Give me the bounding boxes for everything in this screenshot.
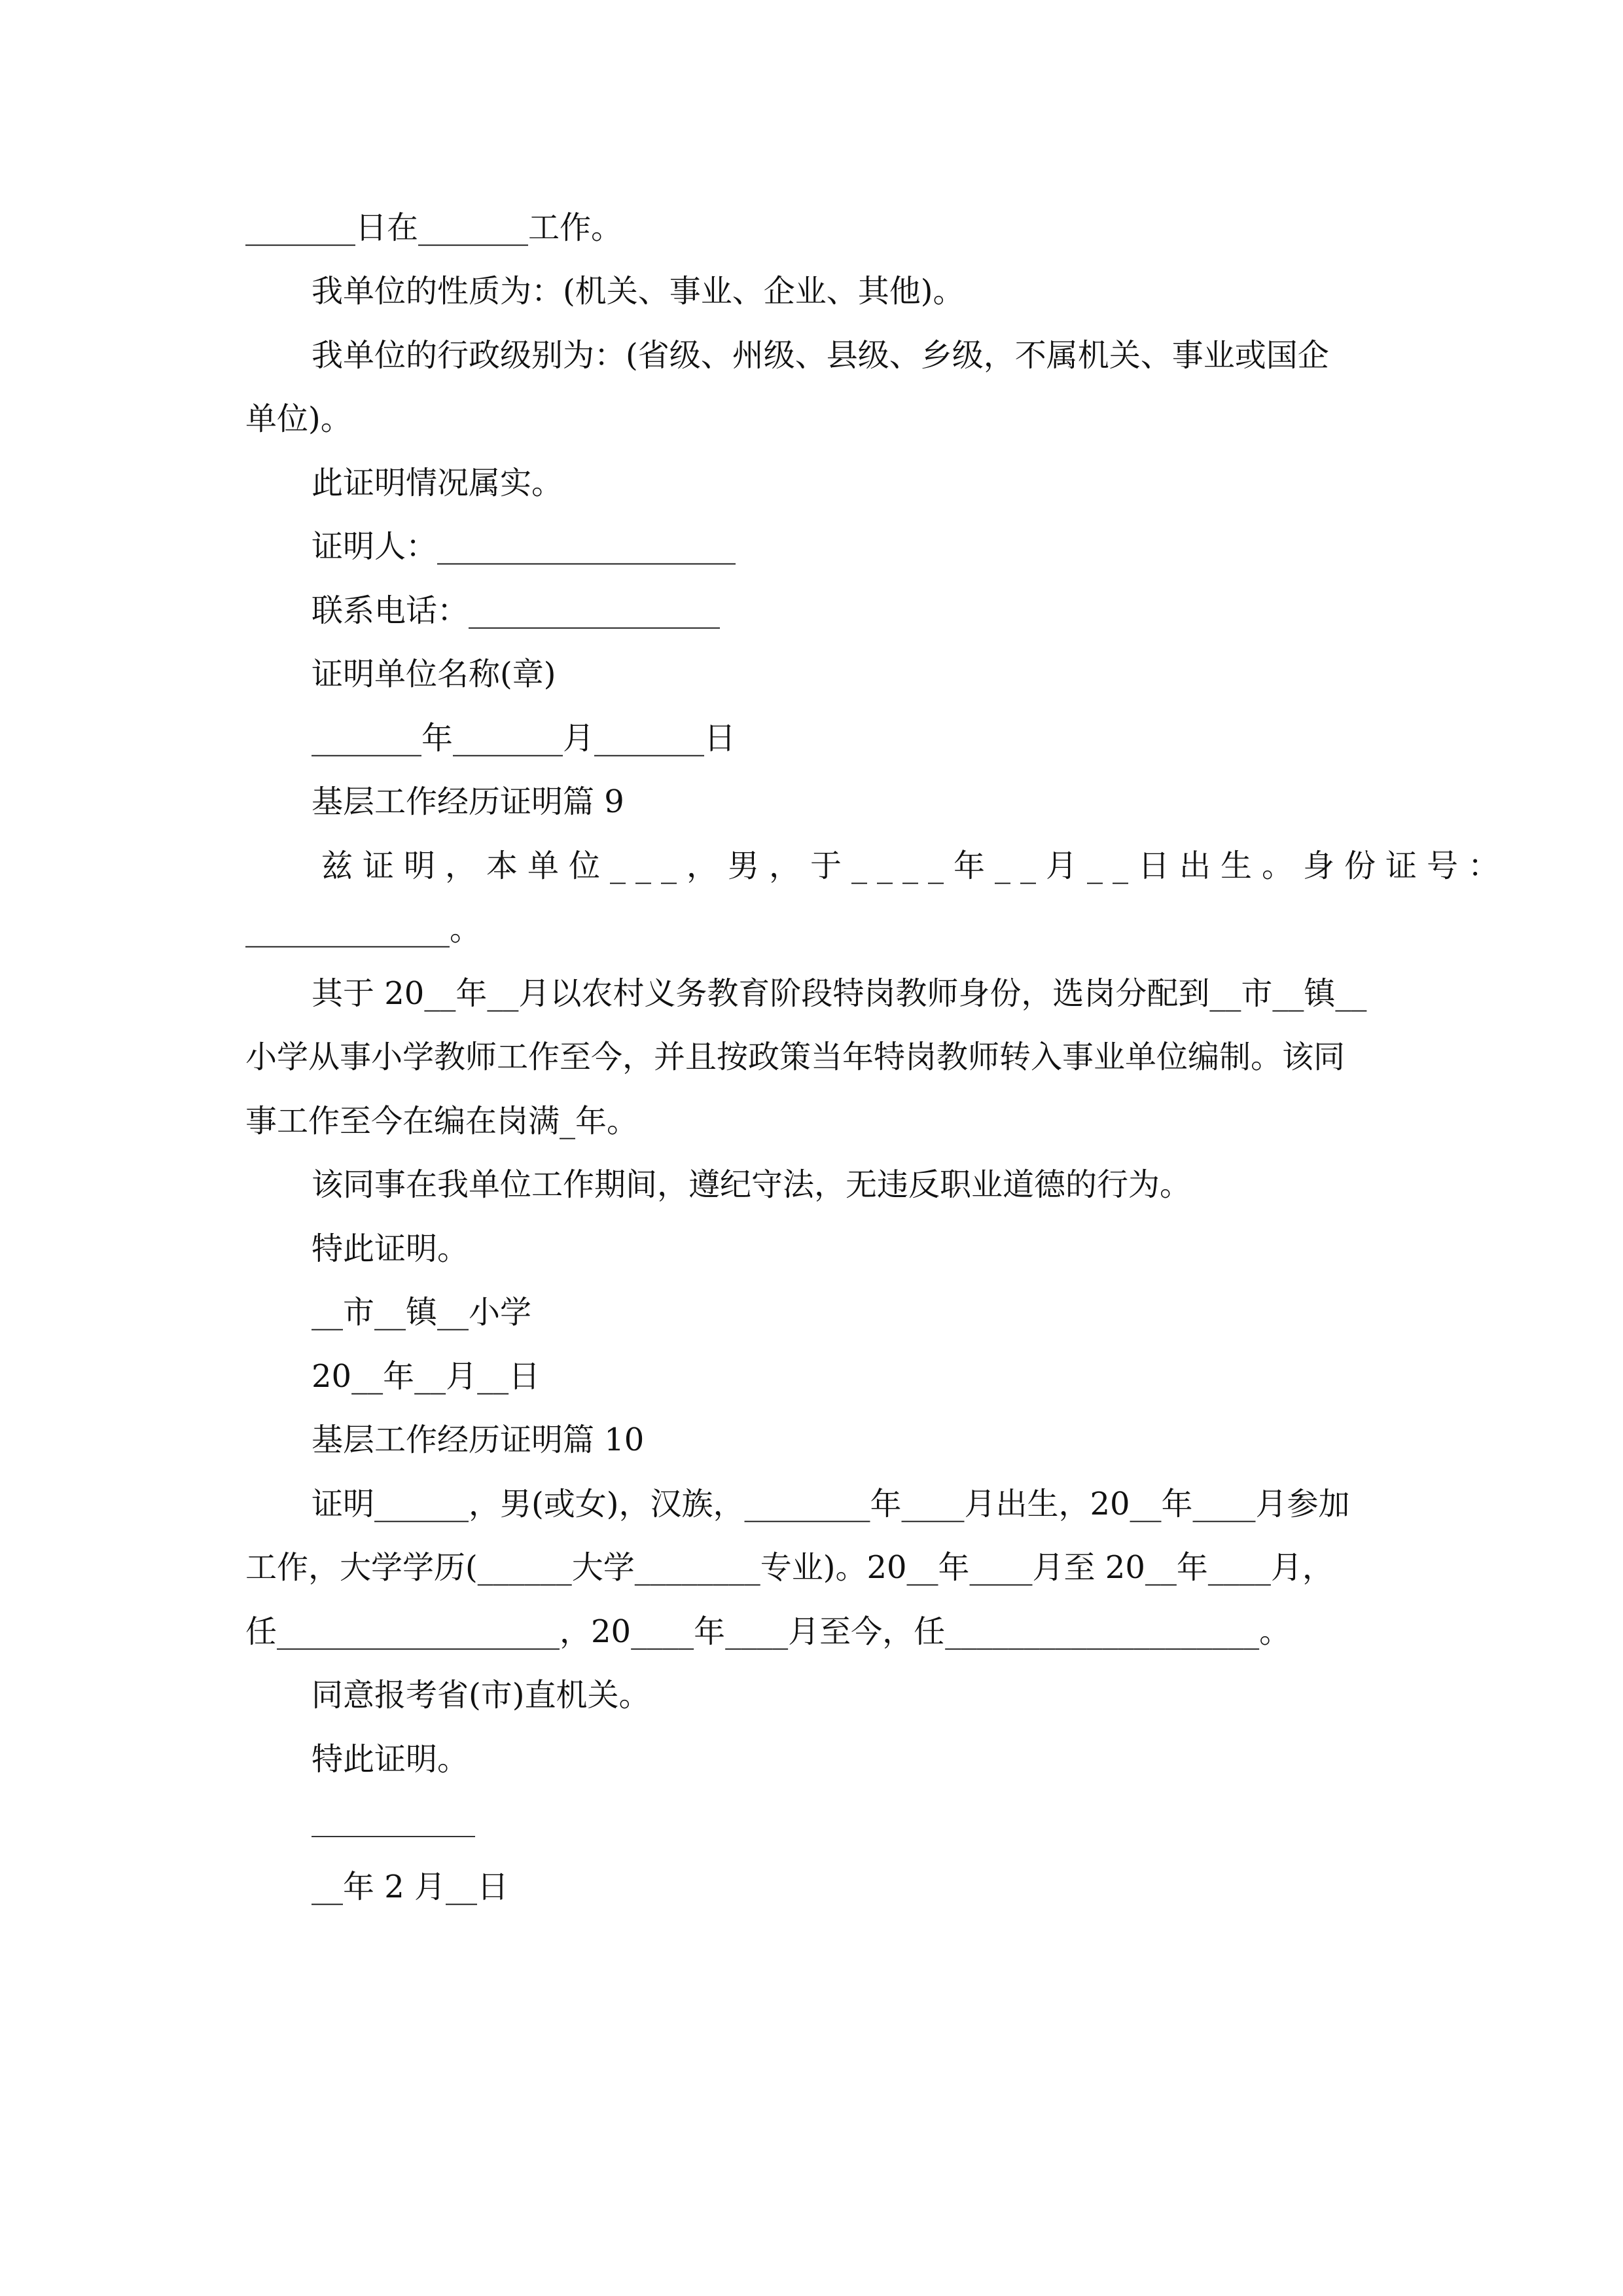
school-signature: __市__镇__小学 [312,1294,532,1331]
truth-statement: 此证明情况属实。 [312,465,563,501]
admin-level-line: 我单位的行政级别为：(省级、州级、县级、乡级，不属机关、事业或国企 [312,337,1329,374]
paragraph-line: 小学从事小学教师工作至今，并且按政策当年特岗教师转入事业单位编制。该同 [245,1039,1346,1075]
unit-seal-line: 证明单位名称(章) [312,656,556,692]
closing-statement: 特此证明。 [312,1741,469,1778]
phone-line: 联系电话：________________ [312,592,721,629]
date-line: 20__年__月__日 [312,1358,541,1395]
body-line: _______日在_______工作。 [245,209,623,246]
signature-blank-line [312,1836,475,1837]
id-number-blank: _____________。 [245,911,482,948]
section-heading-9: 基层工作经历证明篇 9 [312,783,624,820]
date-line: __年 2 月__日 [312,1869,509,1905]
paragraph-line: 任__________________，20____年____月至今，任____________________。 [245,1613,1291,1650]
date-line: _______年_______月_______日 [312,720,736,757]
paragraph-line: 工作，大学学历(______大学________专业)。20__年____月至 20__年____月， [245,1549,1334,1586]
paragraph-line: 其于 20__年__月以农村义务教育阶段特岗教师身份，选岗分配到__市__镇__ [312,975,1367,1012]
certify-line: 兹证明，本单位___，男，于____年__月__日出生。身份证号： [321,848,1510,884]
witness-line: 证明人：___________________ [312,528,736,565]
paragraph-line: 事工作至今在编在岗满_年。 [245,1103,639,1139]
closing-statement: 特此证明。 [312,1230,469,1267]
section-heading-10: 基层工作经历证明篇 10 [312,1422,645,1458]
consent-statement: 同意报考省(市)直机关。 [312,1677,651,1713]
conduct-statement: 该同事在我单位工作期间，遵纪守法，无违反职业道德的行为。 [312,1166,1192,1203]
paragraph-line: 证明______，男(或女)，汉族，________年____月出生，20__年____月参加 [312,1486,1350,1522]
admin-level-line-cont: 单位)。 [245,401,352,437]
unit-nature-line: 我单位的性质为：(机关、事业、企业、其他)。 [312,273,965,310]
